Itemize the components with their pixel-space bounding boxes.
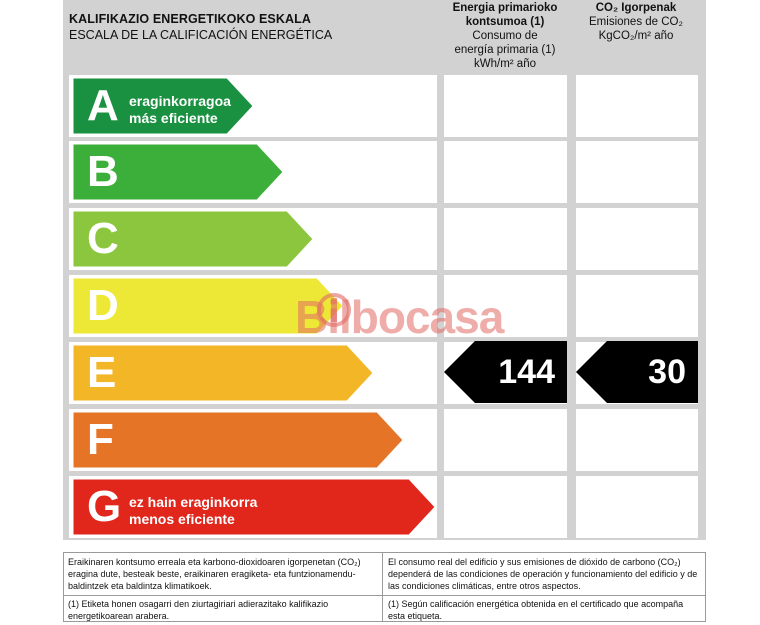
co2-value: 30 (648, 353, 686, 391)
band-letter: E (87, 348, 117, 397)
co2-header-eu: CO₂ Igorpenak (595, 2, 677, 14)
band-letter: D (87, 281, 119, 330)
co2-cell-f (576, 409, 698, 471)
scale-title (69, 12, 332, 42)
co2-indicator (576, 341, 698, 403)
band-e (73, 345, 373, 401)
co2-cell-g (576, 476, 698, 538)
scale-title-eu: KALIFIKAZIO ENERGETIKOKO ESKALA (69, 12, 311, 26)
band-desc-es: más eficiente (129, 110, 218, 126)
band-desc-eu: eraginkorragoa (129, 93, 231, 109)
co2-cell-b (576, 141, 698, 203)
band-arrow (73, 412, 403, 468)
energy-indicator (444, 341, 567, 403)
band-b (73, 144, 283, 200)
co2-column-header (573, 1, 699, 43)
energy-header-eu-2: kontsumoa (1) (465, 16, 545, 28)
co2-cell-d (576, 275, 698, 337)
energy-label (63, 0, 706, 540)
footer-main-eu: Eraikinaren kontsumo erreala eta karbono-dioxidoaren igorpenetan (CO₂) eragina dute, besteak beste, eraikinaren eragiketa- eta funtzionamendu-baldintzek eta baldintza klimatikoek. (68, 557, 361, 591)
watermark-text: Bilbocasa (295, 291, 504, 343)
band-arrow (73, 345, 373, 401)
energy-column-header (443, 1, 567, 71)
band-letter: A (87, 81, 119, 130)
footer-divider-v (382, 553, 383, 621)
band-letter: F (87, 415, 114, 464)
band-f (73, 412, 403, 468)
band-letter: G (87, 482, 122, 531)
energy-cell-b (444, 141, 567, 203)
band-c (73, 211, 313, 267)
band-letter: C (87, 214, 119, 263)
footer-divider-h (64, 595, 705, 596)
band-letter: B (87, 147, 119, 196)
energy-header-unit: kWh/m² año (474, 58, 536, 70)
energy-cell-g (444, 476, 567, 538)
energy-header-es-2: energía primaria (1) (454, 44, 556, 56)
footer-notes (63, 552, 706, 622)
energy-cell-a (444, 75, 567, 137)
band-description (129, 494, 257, 528)
footer-note-es: (1) Según calificación energética obtenida en el certificado que acompaña esta etiqueta. (388, 599, 684, 621)
scale-title-es: ESCALA DE LA CALIFICACIÓN ENERGÉTICA (69, 28, 333, 42)
energy-cell-f (444, 409, 567, 471)
energy-value: 144 (498, 353, 555, 391)
band-g (73, 479, 435, 535)
band-description (129, 93, 231, 127)
band-desc-eu: ez hain eraginkorra (129, 494, 258, 510)
energy-header-es-1: Consumo de (472, 30, 538, 42)
co2-header-es: Emisiones de CO₂ (589, 16, 683, 28)
energy-cell-c (444, 208, 567, 270)
footer-main-es: El consumo real del edificio y sus emisiones de dióxido de carbono (CO₂) dependerá de las condiciones de operación y funcionamiento del edificio y de las condiciones climáticas, entre otros aspectos. (388, 557, 698, 591)
energy-header-eu-1: Energia primarioko (452, 2, 558, 14)
footer-note-eu: (1) Etiketa honen osagarri den ziurtagiriari adierazitako kalifikazio energetikoarean arabera. (68, 599, 329, 621)
band-a (73, 78, 253, 134)
co2-header-unit: KgCO₂/m² año (598, 30, 674, 42)
co2-cell-c (576, 208, 698, 270)
co2-cell-a (576, 75, 698, 137)
band-desc-es: menos eficiente (129, 511, 235, 527)
